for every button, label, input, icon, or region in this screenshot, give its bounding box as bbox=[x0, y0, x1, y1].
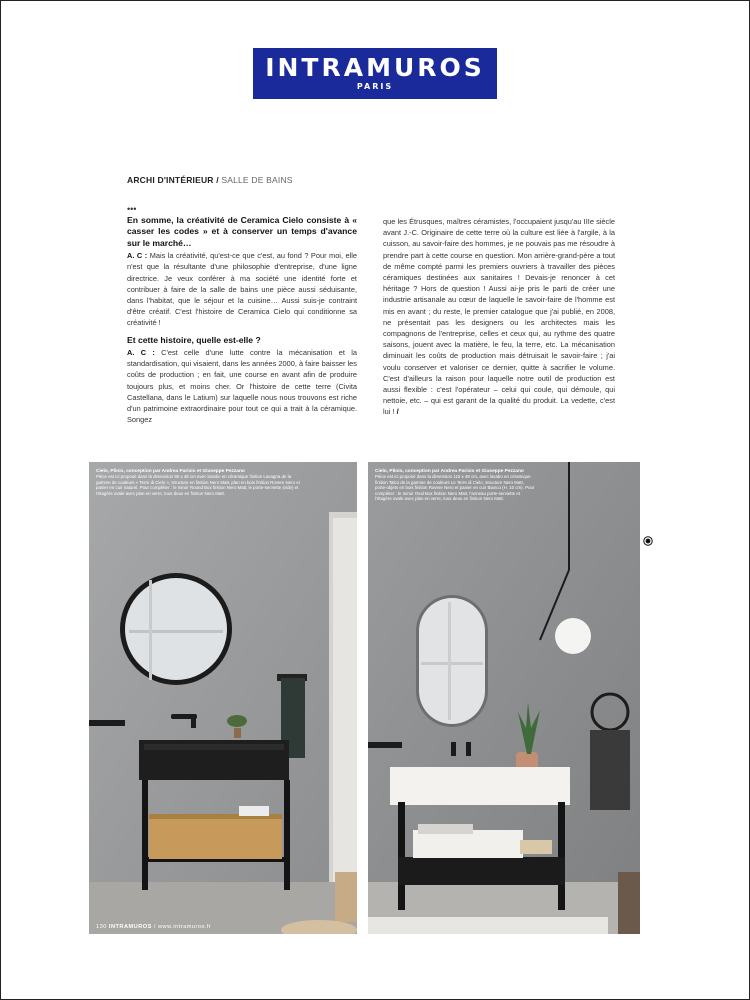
page-marker-icon bbox=[643, 536, 653, 546]
folio-page-number: 130 bbox=[96, 924, 107, 930]
product-photo-plinio-85 bbox=[89, 462, 357, 934]
question-1: En somme, la créativité de Ceramica Cielo consiste à « casser les codes » et à conserver un temps d'avance sur le marché… bbox=[127, 215, 357, 248]
caption-left-title: Cielo, Plinio, conception par Andrea Parisio et Giuseppe Pezzano bbox=[96, 469, 245, 474]
bathroom-scene-left bbox=[89, 462, 357, 934]
photo-caption-right bbox=[375, 468, 535, 501]
bathroom-scene-right bbox=[368, 462, 640, 934]
answer-1-text: Mais la créativité, qu'est-ce que c'est, au fond ? Pour moi, elle n'est que la résultante d'une philosophie d'entreprise, d'une ligne directrice. Je veux conférer à ma société une identité forte et contribuer à faire de la salle de bains une pièce aussi séduisante, dans l'habitat, que le séjour et la cuisine… Aussi suis-je contraint d'être créatif. C'est l'histoire de Ceramica Cielo qui conditionne sa créativité ! bbox=[127, 251, 357, 328]
product-photo-plinio-115 bbox=[368, 462, 640, 934]
logo-brand-name: INTRAMUROS bbox=[265, 53, 485, 82]
answer-2-continued bbox=[383, 216, 615, 418]
section-subcategory: SALLE DE BAINS bbox=[221, 175, 293, 185]
article-column-right bbox=[383, 216, 615, 424]
photo-caption-left bbox=[96, 468, 306, 496]
article-end-mark: / bbox=[396, 407, 399, 417]
article-marker: ••• bbox=[127, 204, 137, 214]
section-label bbox=[127, 175, 293, 185]
article-column-left bbox=[127, 205, 357, 431]
answer-1 bbox=[127, 250, 357, 328]
answer-2-text: C'est celle d'une lutte contre la mécanisation et la standardisation, qui visaient, dans les années 2000, à faire baisser les coûts de production ; en fait, une course en avant afin de produire toujours plus, et moins cher. Or l'histoire de cette terre (Civita Castellana, dans le Latium) sur laquelle nous nous trouvons est riche d'un patrimoine extraordinaire pour tout ce qui a trait à la céramique. Songez bbox=[127, 348, 357, 425]
answer-2-continued-text: que les Étrusques, maîtres céramistes, l'occupaient jusqu'au IIIe siècle avant J.-C. Originaire de cette terre où la culture est liée à l'argile, à la cuisson, au savoir-faire des hommes, je ne pouvais pas me résoudre à prendre part à cette course en question. Mon arrière-grand-père a tout de même compté parmi les premiers ouvriers à travailler des pièces céramiques destinées aux sanitaires ! Devais-je renoncer à cet héritage ? Hors de question ! Aussi ai-je pris le parti de créer une industrie artisanale au cœur de laquelle le savoir-faire de l'homme est mis en avant ; du reste, le premier catalogue que j'ai publié, en 2008, ne présentait pas les designers ou les architectes mais les compagnons de l'entreprise, celles et ceux qui, au rythme des quatre saisons, jouent avec la matière, le feu, la terre, etc. La mécanisation diminuait les coûts de production mais détruisait le savoir-faire ; j'ai voulu conserver et valoriser ce dernier, quitte à sacrifier le volume. C'est d'ailleurs la raison pour laquelle notre outil de production est aussi flexible : c'est l'opérateur – celui qui coule, qui démoule, qui nettoie, etc. – qui est garant de la qualité du produit. La vedette, c'est lui ! bbox=[383, 217, 615, 417]
leather-basket bbox=[149, 814, 282, 859]
question-2: Et cette histoire, quelle est-elle ? bbox=[127, 334, 261, 345]
answer-1-speaker: A. C : bbox=[127, 251, 148, 261]
answer-2-speaker: A. C : bbox=[127, 348, 155, 358]
folio-brand: INTRAMUROS bbox=[108, 924, 152, 930]
logo-city: PARIS bbox=[356, 82, 394, 91]
caption-left-text: Pièce est ici proposé dans la dimension 85 x 48 cm avec lavabo en céramique finition Lavagna de la gamme de couleurs « Terre di Cielo », structure en finition Nero Matt, plan en bois finition Rovere Nero et panier en cuir naturel. Pour compléter : le miroir Round Box finition Nero Matt, le porte-serviette (vide) et l'étagère ovale avec plan en verre, tous deux en finition Nero Matt. bbox=[96, 474, 300, 496]
oval-mirror bbox=[419, 598, 485, 724]
caption-right-title: Cielo, Plinio, conception par Andrea Parisio et Giuseppe Pezzano bbox=[375, 469, 524, 474]
answer-2 bbox=[127, 347, 357, 425]
globe-lamp bbox=[555, 618, 591, 654]
page-folio bbox=[96, 924, 211, 930]
caption-right-text: Pièce est ici proposé dans la dimension 115 x 48 cm, avec lavabo en céramique finition Talco de la gamme de couleurs Le Terre di Cielo, structure Nero Matt, porte-objets en bois finition Rovere Nero et panier en cuir Bianco (H. 10 cm). Pour compléter : le miroir Oval Box finition Nero Matt, l'anneau porte-serviette et l'étagère ovale avec plan en verre, tous deux en finition Nero Matt. bbox=[375, 474, 535, 502]
round-mirror-glass bbox=[125, 578, 227, 680]
white-basin bbox=[390, 767, 570, 805]
folio-url: / www.intramuros.fr bbox=[153, 924, 212, 930]
magazine-logo bbox=[253, 48, 497, 99]
section-category: ARCHI D'INTÉRIEUR / bbox=[127, 175, 219, 185]
